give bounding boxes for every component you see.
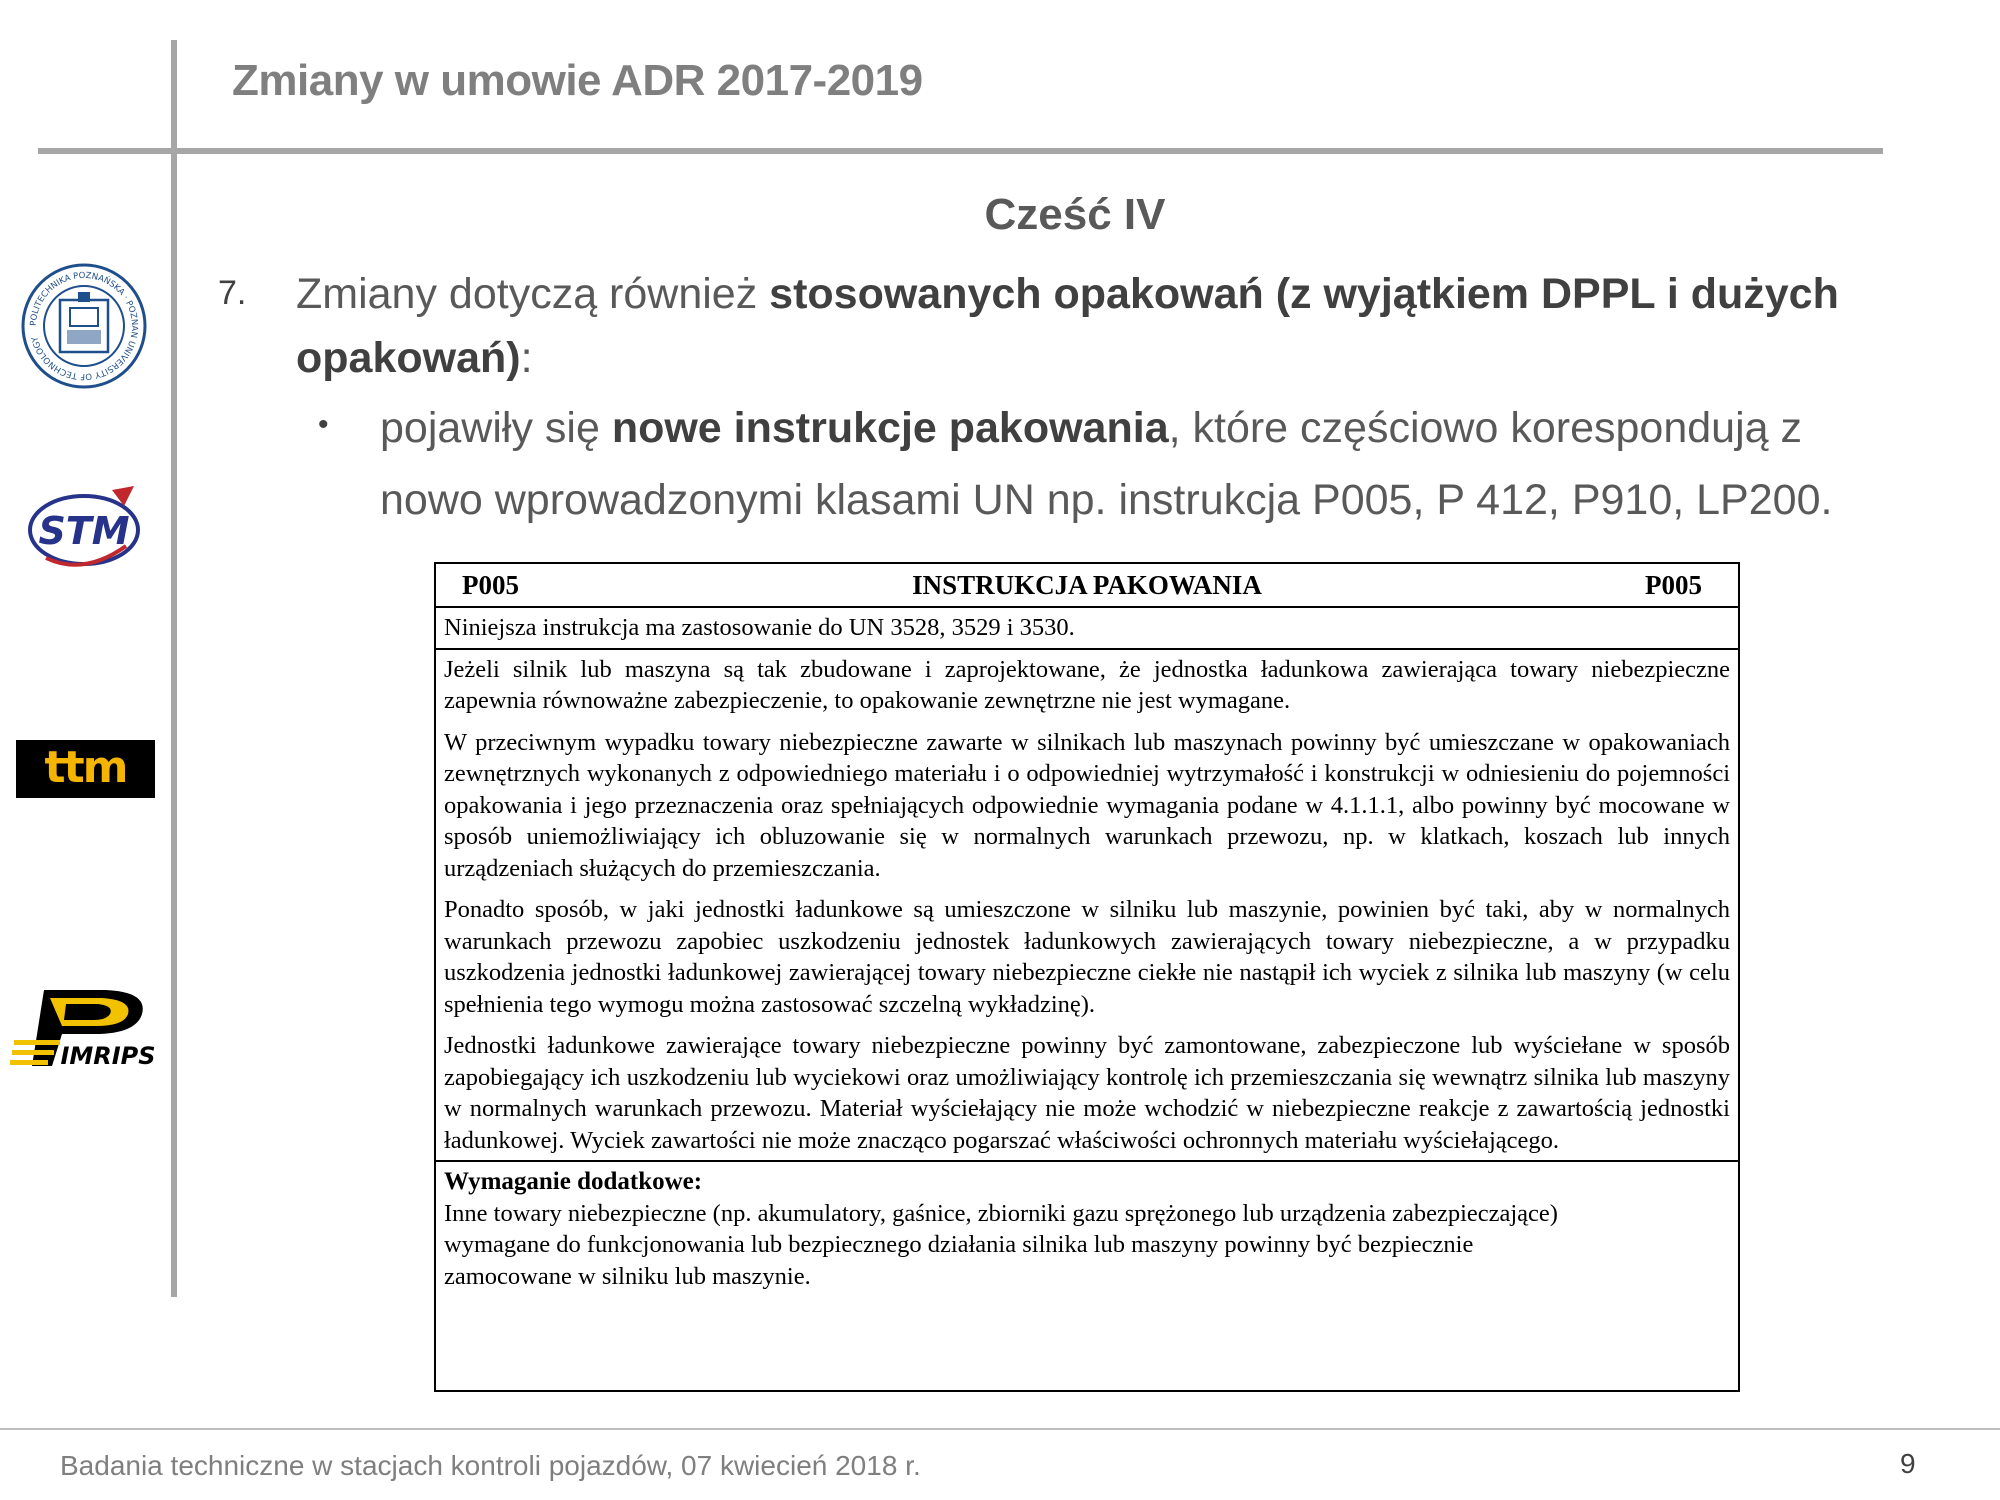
requirement-paragraph: Jednostki ładunkowe zawierające towary niebezpieczne powinny być zamontowane, zabezpieczone lub wyściełane w sposób zapobiegający ich uszkodzeniu lub wyciekowi oraz umożliwiający kontrolę ich przemieszczania się wewnątrz silnika lub maszyny w normalnych warunkach przewozu. Materiał wyściełający nie może wchodzić w niebezpieczne reakcje z zawartością jednostki ładunkowej. Wyciek zawartości nie może znacząco pogarszać właściwości ochronnych materiału wyściełającego. [444,1032,1730,1154]
svg-text:STM: STM [38,509,130,553]
list-item-number: 7. [218,274,247,312]
poznan-university-logo [20,262,148,390]
svg-text:IMRIPS: IMRIPS [60,1042,156,1070]
requirement-paragraph: Jeżeli silnik lub maszyna są tak zbudowane i zaprojektowane, że jednostka ładunkowa zawierająca towary niebezpieczne zapewnia równoważne zabezpieczenie, to opakowanie zewnętrzne nie jest wymagane. [444,655,1730,714]
bullet-text-bold: nowe instrukcje pakowania [611,404,1169,452]
ttm-logo-text: ttm [44,742,127,793]
pimrips-logo [10,984,160,1074]
bullet-text-part: , które częściowo korespondują z nowo wprowadzonymi klasami UN np. instrukcja P005, P 412, P910, LP200. [380,404,1833,524]
additional-requirement-line: Inne towary niebezpieczne (np. akumulatory, gaśnice, zbiorniki gazu sprężonego lub urządzenia zabezpieczające) [444,1199,1558,1227]
bullet-text-part: pojawiły się [380,404,612,452]
additional-requirement-line: zamocowane w silniku lub maszynie. [444,1262,811,1290]
additional-requirement-title: Wymaganie dodatkowe: [444,1168,703,1195]
svg-text:POLITECHNIKA POZNAŃSKA · POZNA: POLITECHNIKA POZNAŃSKA · POZNAN UNIVERSITY OF TECHNOLOGY [28,270,140,382]
requirements-row [436,650,1738,1163]
packing-instruction-header [436,564,1738,608]
footer-text: Badania techniczne w stacjach kontroli pojazdów, 07 kwiecień 2018 r. [60,1450,921,1481]
vertical-rule [171,40,177,1297]
slide-title: Zmiany w umowie ADR 2017-2019 [232,56,923,105]
page-number: 9 [1900,1448,1916,1479]
slide-subtitle: Cześć IV [984,190,1166,239]
stm-logo [26,484,142,574]
item-text-part: : [520,334,533,382]
list-item-text [296,262,1896,390]
ttm-logo [16,740,155,798]
applicability-row [436,608,1738,650]
instruction-code-left: P005 [462,570,519,600]
requirement-paragraph: W przeciwnym wypadku towary niebezpieczne zawarte w silnikach lub maszynach powinny być umieszczane w opakowaniach zewnętrznych wykonanych z odpowiedniego materiału i o odpowiedniej wytrzymałość i konstrukcji w odniesieniu do pojemności opakowania i jego przeznaczenia oraz spełniających odpowiednie wymagania podane w 4.1.1.1, albo powinny być mocowane w sposób uniemożliwiający ich obluzowanie się w normalnych warunkach przewozu, np. w klatkach, koszach lub innych urządzeniach służących do przemieszczania. [444,728,1730,882]
instruction-title: INSTRUKCJA PAKOWANIA [912,570,1262,600]
header-rule [38,148,1883,154]
packing-instruction-table [434,562,1740,1392]
footer-rule [0,1428,2000,1430]
item-text-bold: stosowanych opakowań (z wyjątkiem DPPL i dużych opakowań) [296,270,1839,382]
additional-requirement-row [436,1162,1738,1296]
item-text-part: Zmiany dotyczą również [296,270,770,318]
additional-requirement-line: wymagane do funkcjonowania lub bezpiecznego działania silnika lub maszyny powinny być bezpiecznie [444,1231,1474,1258]
requirement-paragraph: Ponadto sposób, w jaki jednostki ładunkowe są umieszczone w silniku lub maszynie, powinien być taki, aby w normalnych warunkach przewozu zapobiec uszkodzeniu jednostek ładunkowych zawierających towary niebezpieczne, a w przypadku uszkodzenia jednostki ładunkowej zawierającej towary niebezpieczne ciekłe nie nastąpił ich wyciek z silnika lub maszyny (w celu spełnienia tego wymogu można zastosować szczelną wykładzinę). [444,896,1730,1018]
applicability-text: Niniejsza instrukcja ma zastosowanie do UN 3528, 3529 i 3530. [444,614,1075,641]
instruction-code-right: P005 [1645,570,1702,600]
bullet-text [380,392,1870,536]
bullet-icon: • [318,408,329,441]
